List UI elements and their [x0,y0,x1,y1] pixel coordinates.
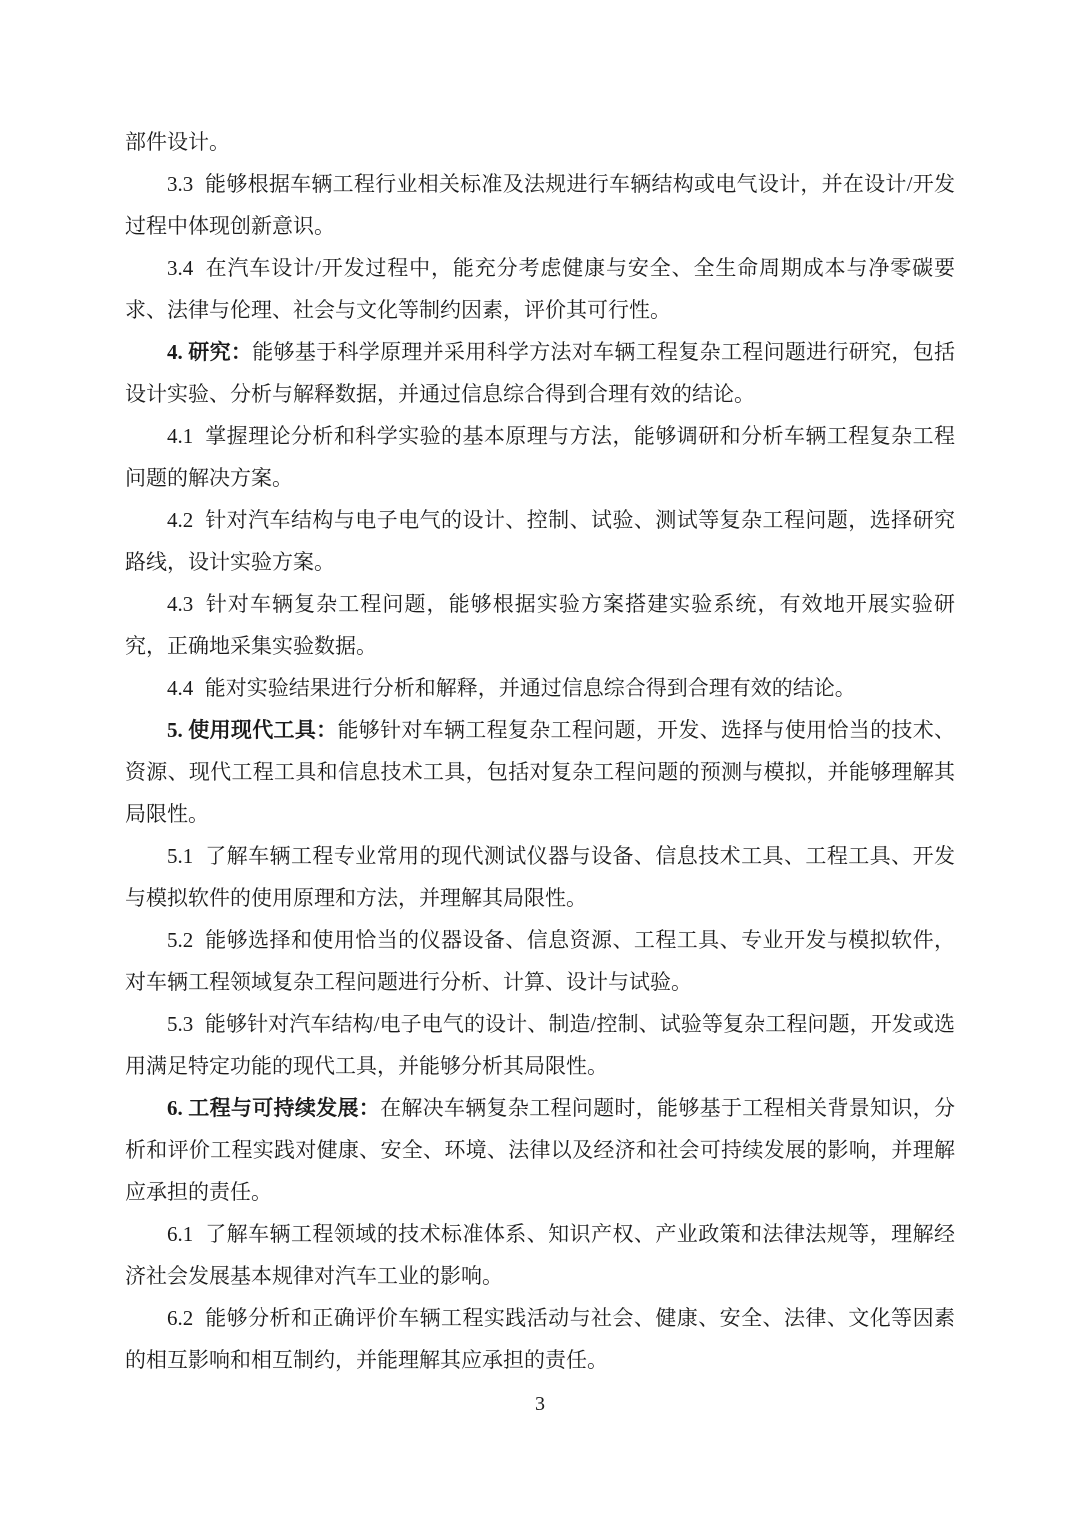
item-4-2 [125,499,955,583]
item-number: 4.1 [167,424,194,448]
paragraph-text: 能对实验结果进行分析和解释，并通过信息综合得到合理有效的结论。 [204,676,856,700]
paragraph-continuation [125,121,955,163]
paragraph-text: 了解车辆工程专业常用的现代测试仪器与设备、信息技术工具、工程工具、开发与模拟软件的使用原理和方法，并理解其局限性。 [125,844,955,910]
section-label: 4. 研究： [167,340,253,364]
paragraph-text: 针对车辆复杂工程问题，能够根据实验方案搭建实验系统，有效地开展实验研究，正确地采集实验数据。 [125,592,955,658]
paragraph-text: 针对汽车结构与电子电气的设计、控制、试验、测试等复杂工程问题，选择研究路线，设计实验方案。 [125,508,955,574]
paragraph-text: 了解车辆工程领域的技术标准体系、知识产权、产业政策和法律法规等，理解经济社会发展基本规律对汽车工业的影响。 [125,1222,955,1288]
paragraph-text: 掌握理论分析和科学实验的基本原理与方法，能够调研和分析车辆工程复杂工程问题的解决方案。 [125,424,955,490]
section-4-research [125,331,955,415]
item-number: 5.3 [167,1012,194,1036]
paragraph-text: 在汽车设计/开发过程中，能充分考虑健康与安全、全生命周期成本与净零碳要求、法律与伦理、社会与文化等制约因素，评价其可行性。 [125,256,955,322]
paragraph-text: 能够针对汽车结构/电子电气的设计、制造/控制、试验等复杂工程问题，开发或选用满足特定功能的现代工具，并能够分析其局限性。 [125,1012,955,1078]
section-label: 6. 工程与可持续发展： [167,1096,381,1120]
item-number: 4.4 [167,676,194,700]
section-6-engineering-sustainability [125,1087,955,1213]
paragraph-text: 能够分析和正确评价车辆工程实践活动与社会、健康、安全、法律、文化等因素的相互影响和相互制约，并能理解其应承担的责任。 [125,1306,955,1372]
item-number: 6.2 [167,1306,194,1330]
section-5-modern-tools [125,709,955,835]
item-number: 3.4 [167,256,194,280]
item-number: 5.1 [167,844,194,868]
item-3-3 [125,163,955,247]
paragraph-text: 能够基于科学原理并采用科学方法对车辆工程复杂工程问题进行研究，包括设计实验、分析与解释数据，并通过信息综合得到合理有效的结论。 [125,340,956,406]
item-4-4 [125,667,955,709]
paragraph-text: 能够选择和使用恰当的仪器设备、信息资源、工程工具、专业开发与模拟软件，对车辆工程领域复杂工程问题进行分析、计算、设计与试验。 [125,928,955,994]
item-5-3 [125,1003,955,1087]
item-number: 3.3 [167,172,194,196]
item-4-1 [125,415,955,499]
item-5-2 [125,919,955,1003]
item-5-1 [125,835,955,919]
paragraph-text: 部件设计。 [125,130,230,154]
item-number: 4.2 [167,508,194,532]
item-number: 6.1 [167,1222,194,1246]
item-4-3 [125,583,955,667]
item-number: 5.2 [167,928,194,952]
page-number: 3 [535,1393,545,1415]
document-body [125,121,955,1381]
page-footer [0,1390,1080,1418]
item-6-2 [125,1297,955,1381]
paragraph-text: 在解决车辆复杂工程问题时，能够基于工程相关背景知识，分析和评价工程实践对健康、安全、环境、法律以及经济和社会可持续发展的影响，并理解应承担的责任。 [125,1096,956,1204]
paragraph-text: 能够针对车辆工程复杂工程问题，开发、选择与使用恰当的技术、资源、现代工程工具和信息技术工具，包括对复杂工程问题的预测与模拟，并能够理解其局限性。 [125,718,956,826]
item-3-4 [125,247,955,331]
paragraph-text: 能够根据车辆工程行业相关标准及法规进行车辆结构或电气设计，并在设计/开发过程中体现创新意识。 [125,172,955,238]
item-6-1 [125,1213,955,1297]
item-number: 4.3 [167,592,194,616]
section-label: 5. 使用现代工具： [167,718,338,742]
